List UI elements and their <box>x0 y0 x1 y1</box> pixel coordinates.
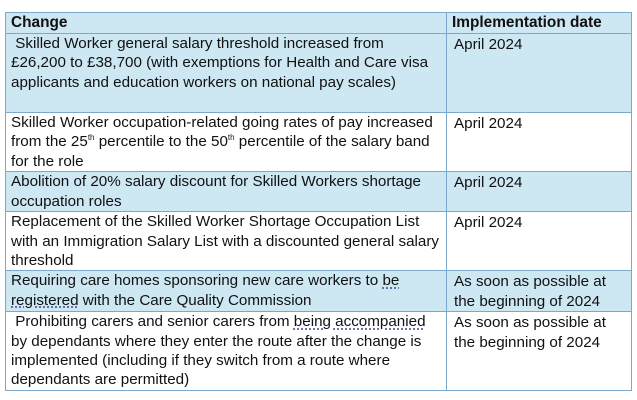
table-row <box>6 312 632 391</box>
table-row <box>6 113 632 172</box>
change-cell <box>6 271 447 312</box>
header-change: Change <box>6 13 447 34</box>
change-text: by dependants where they enter the route after the change is implemented (including if they switch from a route where dependants are permitted) <box>11 313 430 389</box>
spellcheck-underlined-text: being accompanied <box>293 313 426 331</box>
change-cell: Replacement of the Skilled Worker Shortage Occupation List with an Immigration Salary List with a discounted general salary threshold <box>6 212 447 271</box>
table-row <box>6 172 632 212</box>
immigration-changes-table <box>5 12 632 391</box>
date-cell: April 2024 <box>447 172 632 212</box>
change-text: Skilled Worker occupation-related going rates of pay increased from the 25 <box>11 114 433 151</box>
change-text: with the Care Quality Commission <box>78 291 312 309</box>
superscript: th <box>87 133 95 143</box>
date-cell: As soon as possible at the beginning of 2024 <box>447 312 632 391</box>
change-cell: Skilled Worker general salary threshold increased from £26,200 to £38,700 (with exemptions for Health and Care visa applicants and education workers on national pay scales) <box>6 34 447 113</box>
change-cell <box>6 113 447 172</box>
date-cell: April 2024 <box>447 113 632 172</box>
change-text: percentile of the salary band for the role <box>11 133 430 170</box>
change-cell <box>6 312 447 391</box>
change-text: Prohibiting carers and senior carers from <box>11 313 294 331</box>
date-cell: April 2024 <box>447 34 632 113</box>
date-cell: As soon as possible at the beginning of 2024 <box>447 271 632 312</box>
table-row <box>6 212 632 271</box>
change-text: Requiring care homes sponsoring new care workers to <box>11 272 383 290</box>
superscript: th <box>227 133 235 143</box>
date-cell: April 2024 <box>447 212 632 271</box>
table-row <box>6 271 632 312</box>
spellcheck-underlined-text: be registered <box>11 272 400 309</box>
change-text: percentile to the 50 <box>94 133 228 151</box>
header-implementation-date: Implementation date <box>447 13 632 34</box>
change-cell: Abolition of 20% salary discount for Skilled Workers shortage occupation roles <box>6 172 447 212</box>
table-header-row <box>6 13 632 34</box>
table-row <box>6 34 632 113</box>
